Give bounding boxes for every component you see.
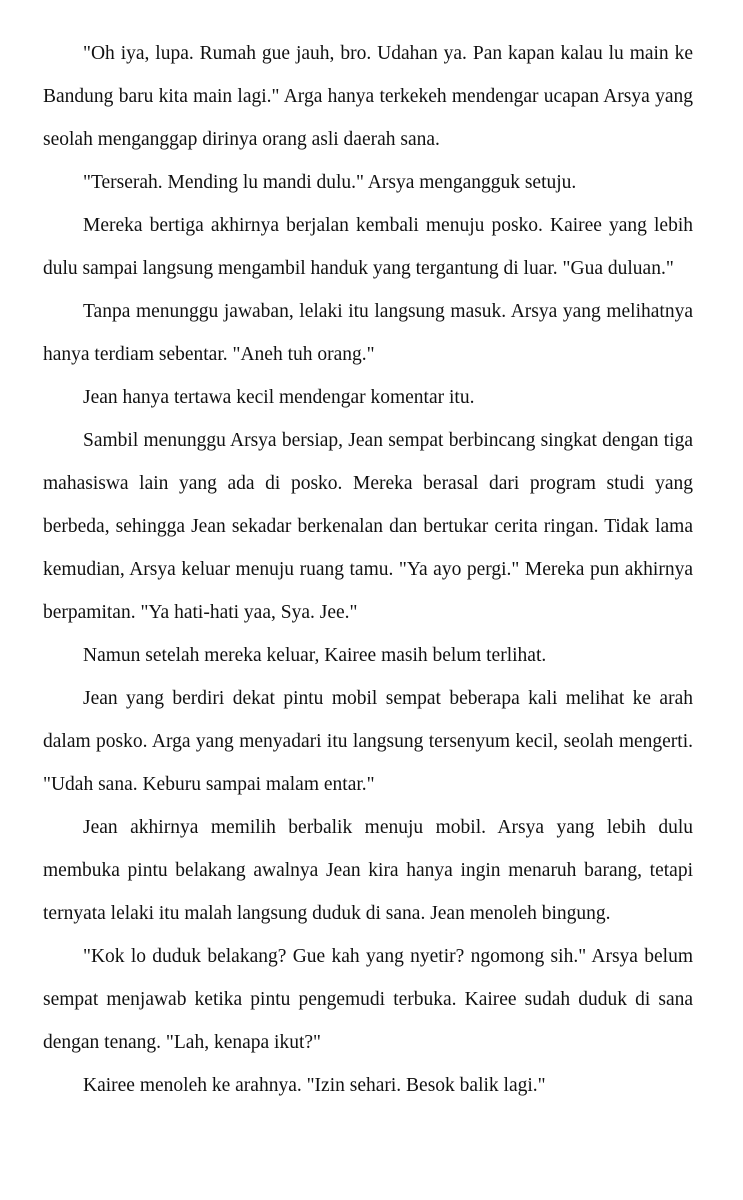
paragraph: Mereka bertiga akhirnya berjalan kembali menuju posko. Kairee yang lebih dulu sampai langsung mengambil handuk yang tergantung di luar. "Gua duluan."	[43, 215, 693, 279]
paragraph: Jean akhirnya memilih berbalik menuju mobil. Arsya yang lebih dulu membuka pintu belakang awalnya Jean kira hanya ingin menaruh barang, tetapi ternyata lelaki itu malah langsung duduk di sana. Jean menoleh bingung.	[43, 817, 693, 924]
paragraph: Sambil menunggu Arsya bersiap, Jean sempat berbincang singkat dengan tiga mahasiswa lain yang ada di posko. Mereka berasal dari program studi yang berbeda, sehingga Jean sekadar berkenalan dan bertukar cerita ringan. Tidak lama kemudian, Arsya keluar menuju ruang tamu. "Ya ayo pergi." Mereka pun akhirnya berpamitan. "Ya hati-hati yaa, Sya. Jee."	[43, 430, 693, 623]
document-page	[43, 32, 693, 1107]
paragraph: "Kok lo duduk belakang? Gue kah yang nyetir? ngomong sih." Arsya belum sempat menjawab ketika pintu pengemudi terbuka. Kairee sudah duduk di sana dengan tenang. "Lah, kenapa ikut?"	[43, 946, 693, 1053]
paragraph: Namun setelah mereka keluar, Kairee masih belum terlihat.	[83, 645, 547, 666]
paragraph: Jean hanya tertawa kecil mendengar komentar itu.	[83, 387, 475, 408]
paragraph: Tanpa menunggu jawaban, lelaki itu langsung masuk. Arsya yang melihatnya hanya terdiam sebentar. "Aneh tuh orang."	[43, 301, 693, 365]
paragraph: "Oh iya, lupa. Rumah gue jauh, bro. Udahan ya. Pan kapan kalau lu main ke Bandung baru kita main lagi." Arga hanya terkekeh mendengar ucapan Arsya yang seolah menganggap dirinya orang asli daerah sana.	[43, 43, 693, 150]
paragraph: Kairee menoleh ke arahnya. "Izin sehari. Besok balik lagi."	[83, 1075, 546, 1096]
paragraph: Jean yang berdiri dekat pintu mobil sempat beberapa kali melihat ke arah dalam posko. Arga yang menyadari itu langsung tersenyum kecil, seolah mengerti. "Udah sana. Keburu sampai malam entar."	[43, 688, 693, 795]
paragraph: "Terserah. Mending lu mandi dulu." Arsya mengangguk setuju.	[83, 172, 577, 193]
